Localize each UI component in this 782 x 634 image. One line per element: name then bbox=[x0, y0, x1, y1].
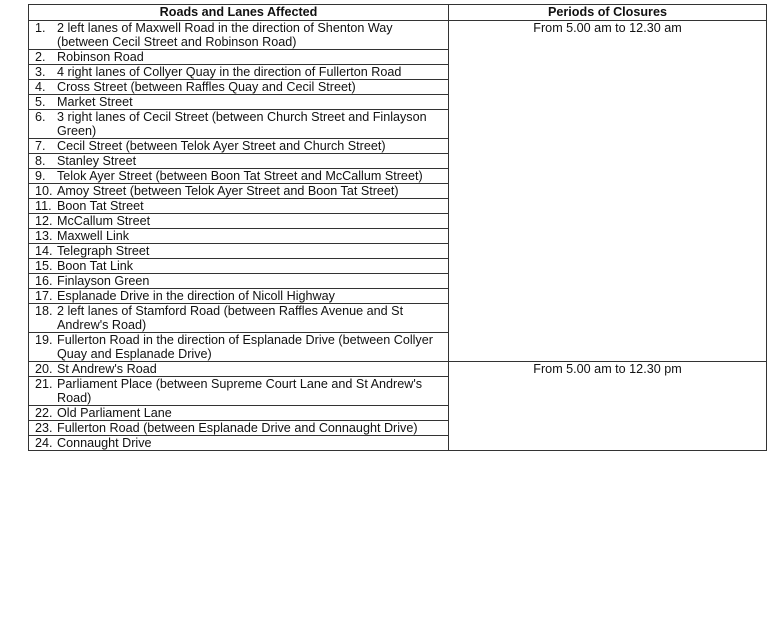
road-cell bbox=[29, 362, 449, 377]
road-item bbox=[35, 110, 442, 138]
road-item-text: 3 right lanes of Cecil Street (between Church Street and Finlayson Green) bbox=[57, 110, 427, 138]
road-cell bbox=[29, 169, 449, 184]
road-item bbox=[35, 229, 442, 243]
road-cell bbox=[29, 65, 449, 80]
road-cell bbox=[29, 214, 449, 229]
road-item-number: 20. bbox=[35, 362, 53, 376]
road-item-number: 24. bbox=[35, 436, 53, 450]
road-item-text: Market Street bbox=[57, 95, 133, 109]
road-item-number: 15. bbox=[35, 259, 53, 273]
road-cell bbox=[29, 244, 449, 259]
road-item-number: 21. bbox=[35, 377, 53, 391]
road-item-number: 13. bbox=[35, 229, 53, 243]
road-item-text: Stanley Street bbox=[57, 154, 137, 168]
road-cell bbox=[29, 80, 449, 95]
road-item-text: Parliament Place (between Supreme Court Lane and St Andrew's Road) bbox=[57, 377, 423, 405]
road-item bbox=[35, 169, 442, 183]
road-cell bbox=[29, 154, 449, 169]
road-item bbox=[35, 50, 442, 64]
road-cell bbox=[29, 304, 449, 333]
road-item-number: 7. bbox=[35, 139, 46, 153]
table-row bbox=[29, 21, 767, 50]
road-item-number: 5. bbox=[35, 95, 46, 109]
road-item-text: Old Parliament Lane bbox=[57, 406, 172, 420]
road-item-number: 4. bbox=[35, 80, 46, 94]
road-closures-table bbox=[28, 4, 767, 451]
road-item bbox=[35, 274, 442, 288]
road-item bbox=[35, 199, 442, 213]
road-item-number: 6. bbox=[35, 110, 46, 124]
road-cell bbox=[29, 95, 449, 110]
road-cell bbox=[29, 50, 449, 65]
road-item-text: Boon Tat Street bbox=[57, 199, 144, 213]
road-item bbox=[35, 154, 442, 168]
road-item bbox=[35, 244, 442, 258]
road-item-text: 2 left lanes of Maxwell Road in the direction of Shenton Way (between Cecil Street and Robinson Road) bbox=[57, 21, 393, 49]
road-cell bbox=[29, 436, 449, 451]
road-cell bbox=[29, 421, 449, 436]
road-item bbox=[35, 333, 442, 361]
road-item-text: Telegraph Street bbox=[57, 244, 150, 258]
road-item bbox=[35, 80, 442, 94]
road-cell bbox=[29, 274, 449, 289]
road-cell bbox=[29, 289, 449, 304]
road-item-text: Cross Street (between Raffles Quay and Cecil Street) bbox=[57, 80, 356, 94]
header-roads-affected: Roads and Lanes Affected bbox=[29, 5, 449, 21]
road-item-number: 22. bbox=[35, 406, 53, 420]
road-item-text: 2 left lanes of Stamford Road (between Raffles Avenue and St Andrew's Road) bbox=[57, 304, 404, 332]
road-item bbox=[35, 259, 442, 273]
road-item-text: Esplanade Drive in the direction of Nicoll Highway bbox=[57, 289, 335, 303]
header-periods-of-closures: Periods of Closures bbox=[449, 5, 767, 21]
table-body bbox=[29, 21, 767, 451]
road-item bbox=[35, 214, 442, 228]
road-item-text: Robinson Road bbox=[57, 50, 144, 64]
road-item-number: 10. bbox=[35, 184, 53, 198]
road-item-number: 16. bbox=[35, 274, 53, 288]
road-item-number: 23. bbox=[35, 421, 53, 435]
road-item-number: 8. bbox=[35, 154, 46, 168]
road-cell bbox=[29, 21, 449, 50]
road-item-number: 19. bbox=[35, 333, 53, 347]
road-item bbox=[35, 184, 442, 198]
road-item-number: 2. bbox=[35, 50, 46, 64]
road-cell bbox=[29, 406, 449, 421]
road-cell bbox=[29, 259, 449, 274]
road-item-number: 11. bbox=[35, 199, 52, 213]
road-item bbox=[35, 21, 442, 49]
road-item-text: Telok Ayer Street (between Boon Tat Street and McCallum Street) bbox=[57, 169, 423, 183]
road-item bbox=[35, 406, 442, 420]
road-cell bbox=[29, 377, 449, 406]
road-item bbox=[35, 304, 442, 332]
road-item-number: 18. bbox=[35, 304, 53, 318]
closure-period-cell: From 5.00 am to 12.30 pm bbox=[449, 362, 767, 451]
road-item bbox=[35, 377, 442, 405]
road-item-number: 14. bbox=[35, 244, 53, 258]
closure-period-cell: From 5.00 am to 12.30 am bbox=[449, 21, 767, 362]
table-header-row bbox=[29, 5, 767, 21]
road-cell bbox=[29, 184, 449, 199]
road-item-text: Finlayson Green bbox=[57, 274, 150, 288]
road-item-text: Maxwell Link bbox=[57, 229, 130, 243]
road-item bbox=[35, 289, 442, 303]
road-item-text: Amoy Street (between Telok Ayer Street and Boon Tat Street) bbox=[57, 184, 399, 198]
road-item-text: Fullerton Road in the direction of Esplanade Drive (between Collyer Quay and Esplanade Drive) bbox=[57, 333, 433, 361]
road-item-number: 9. bbox=[35, 169, 46, 183]
road-item-text: Connaught Drive bbox=[57, 436, 152, 450]
road-cell bbox=[29, 229, 449, 244]
road-item-text: St Andrew's Road bbox=[57, 362, 157, 376]
road-item-number: 1. bbox=[35, 21, 46, 35]
road-item bbox=[35, 95, 442, 109]
road-item-number: 3. bbox=[35, 65, 46, 79]
road-cell bbox=[29, 333, 449, 362]
road-item-text: McCallum Street bbox=[57, 214, 151, 228]
road-item bbox=[35, 421, 442, 435]
road-item-text: Cecil Street (between Telok Ayer Street and Church Street) bbox=[57, 139, 386, 153]
road-item-number: 17. bbox=[35, 289, 53, 303]
road-item-text: Boon Tat Link bbox=[57, 259, 134, 273]
road-item-text: Fullerton Road (between Esplanade Drive and Connaught Drive) bbox=[57, 421, 418, 435]
table-row bbox=[29, 362, 767, 377]
road-item bbox=[35, 139, 442, 153]
road-item-text: 4 right lanes of Collyer Quay in the direction of Fullerton Road bbox=[57, 65, 402, 79]
road-cell bbox=[29, 199, 449, 214]
road-item bbox=[35, 65, 442, 79]
road-cell bbox=[29, 139, 449, 154]
road-item-number: 12. bbox=[35, 214, 53, 228]
road-item bbox=[35, 436, 442, 450]
road-item bbox=[35, 362, 442, 376]
road-cell bbox=[29, 110, 449, 139]
